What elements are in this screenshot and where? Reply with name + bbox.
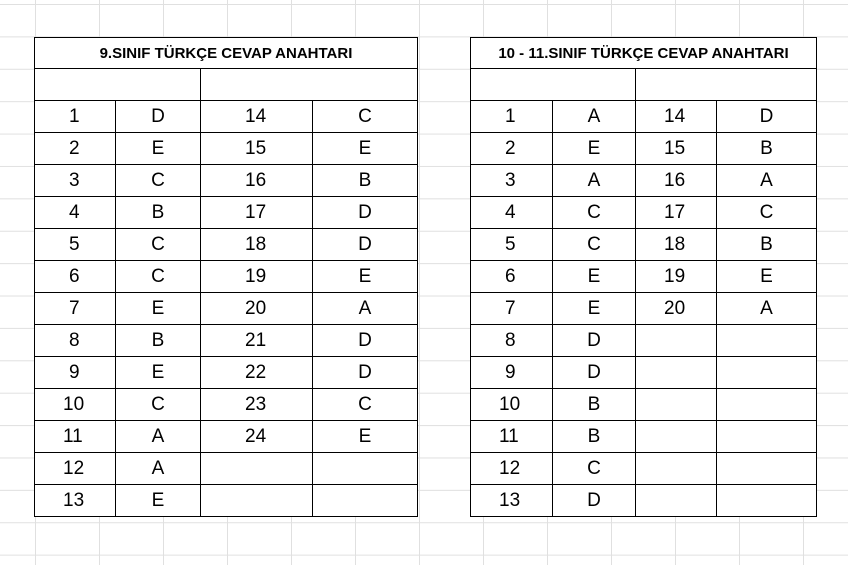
- answer-cell[interactable]: D: [313, 197, 418, 229]
- answer-cell[interactable]: [717, 421, 817, 453]
- answer-cell[interactable]: C: [116, 261, 201, 293]
- question-number-cell[interactable]: 19: [636, 261, 717, 293]
- answer-cell[interactable]: D: [553, 485, 636, 517]
- answer-cell[interactable]: D: [313, 229, 418, 261]
- answer-cell[interactable]: A: [717, 165, 817, 197]
- question-number-cell[interactable]: [636, 485, 717, 517]
- answer-cell[interactable]: [717, 485, 817, 517]
- answer-cell[interactable]: A: [717, 293, 817, 325]
- question-number-cell[interactable]: [636, 325, 717, 357]
- question-number-cell[interactable]: [636, 357, 717, 389]
- answer-cell[interactable]: C: [553, 229, 636, 261]
- table-row: [35, 293, 418, 325]
- answer-cell[interactable]: B: [553, 421, 636, 453]
- question-number-cell[interactable]: 10: [471, 389, 553, 421]
- answer-cell[interactable]: E: [313, 133, 418, 165]
- answer-cell[interactable]: [717, 357, 817, 389]
- question-number-cell[interactable]: [201, 485, 313, 517]
- question-number-cell[interactable]: 5: [471, 229, 553, 261]
- question-number-cell[interactable]: 21: [201, 325, 313, 357]
- blank-row: [35, 69, 418, 101]
- answer-cell[interactable]: E: [553, 133, 636, 165]
- table-title[interactable]: 9.SINIF TÜRKÇE CEVAP ANAHTARI: [35, 38, 418, 69]
- question-number-cell[interactable]: 24: [201, 421, 313, 453]
- question-number-cell[interactable]: 18: [636, 229, 717, 261]
- question-number-cell[interactable]: 19: [201, 261, 313, 293]
- table-row: [35, 325, 418, 357]
- answer-key-table-10-11: [470, 37, 817, 517]
- table-row: [35, 261, 418, 293]
- answer-cell[interactable]: E: [116, 485, 201, 517]
- question-number-cell[interactable]: 12: [471, 453, 553, 485]
- question-number-cell[interactable]: 3: [471, 165, 553, 197]
- question-number-cell[interactable]: [636, 421, 717, 453]
- blank-row: [471, 69, 817, 101]
- question-number-cell[interactable]: 12: [35, 453, 116, 485]
- answer-cell[interactable]: E: [553, 293, 636, 325]
- question-number-cell[interactable]: 16: [636, 165, 717, 197]
- table-row: [35, 229, 418, 261]
- blank-cell[interactable]: [201, 69, 418, 101]
- answer-cell[interactable]: E: [116, 293, 201, 325]
- question-number-cell[interactable]: 9: [35, 357, 116, 389]
- answer-cell[interactable]: C: [553, 453, 636, 485]
- table-row: [471, 357, 817, 389]
- question-number-cell[interactable]: 17: [636, 197, 717, 229]
- answer-cell[interactable]: B: [717, 229, 817, 261]
- answer-cell[interactable]: A: [553, 165, 636, 197]
- answer-cell[interactable]: C: [313, 101, 418, 133]
- question-number-cell[interactable]: 10: [35, 389, 116, 421]
- question-number-cell[interactable]: 17: [201, 197, 313, 229]
- table-title[interactable]: 10 - 11.SINIF TÜRKÇE CEVAP ANAHTARI: [471, 38, 817, 69]
- question-number-cell[interactable]: 22: [201, 357, 313, 389]
- question-number-cell[interactable]: 13: [471, 485, 553, 517]
- question-number-cell[interactable]: 4: [471, 197, 553, 229]
- answer-cell[interactable]: B: [116, 197, 201, 229]
- question-number-cell[interactable]: 18: [201, 229, 313, 261]
- table-row: [471, 133, 817, 165]
- question-number-cell[interactable]: [636, 389, 717, 421]
- table-row: [35, 357, 418, 389]
- answer-cell[interactable]: D: [116, 101, 201, 133]
- answer-cell[interactable]: E: [313, 421, 418, 453]
- answer-cell[interactable]: B: [717, 133, 817, 165]
- answer-cell[interactable]: C: [717, 197, 817, 229]
- answer-cell[interactable]: C: [116, 165, 201, 197]
- table-row: [35, 389, 418, 421]
- title-row: [35, 38, 418, 69]
- answer-cell[interactable]: D: [553, 325, 636, 357]
- question-number-cell[interactable]: 5: [35, 229, 116, 261]
- question-number-cell[interactable]: 15: [636, 133, 717, 165]
- question-number-cell[interactable]: 6: [35, 261, 116, 293]
- answer-cell[interactable]: [313, 453, 418, 485]
- question-number-cell[interactable]: 2: [471, 133, 553, 165]
- table-row: [35, 197, 418, 229]
- answer-cell[interactable]: [717, 389, 817, 421]
- title-row: [471, 38, 817, 69]
- answer-cell[interactable]: C: [116, 389, 201, 421]
- table-row: [35, 453, 418, 485]
- table-row: [471, 293, 817, 325]
- answer-cell[interactable]: D: [313, 357, 418, 389]
- table-row: [471, 197, 817, 229]
- question-number-cell[interactable]: 11: [35, 421, 116, 453]
- question-number-cell[interactable]: 3: [35, 165, 116, 197]
- table-row: [471, 453, 817, 485]
- answer-cell[interactable]: D: [553, 357, 636, 389]
- table-row: [35, 485, 418, 517]
- answer-cell[interactable]: A: [116, 453, 201, 485]
- table-row: [471, 229, 817, 261]
- table-row: [471, 325, 817, 357]
- question-number-cell[interactable]: 8: [35, 325, 116, 357]
- table-row: [35, 421, 418, 453]
- blank-cell[interactable]: [471, 69, 636, 101]
- question-number-cell[interactable]: 6: [471, 261, 553, 293]
- answer-cell[interactable]: D: [313, 325, 418, 357]
- answer-cell[interactable]: B: [116, 325, 201, 357]
- answer-cell[interactable]: C: [116, 229, 201, 261]
- answer-cell[interactable]: E: [553, 261, 636, 293]
- question-number-cell[interactable]: 7: [471, 293, 553, 325]
- question-number-cell[interactable]: 7: [35, 293, 116, 325]
- answer-cell[interactable]: E: [717, 261, 817, 293]
- question-number-cell[interactable]: 2: [35, 133, 116, 165]
- answer-cell[interactable]: E: [116, 133, 201, 165]
- blank-cell[interactable]: [636, 69, 817, 101]
- question-number-cell[interactable]: 1: [471, 101, 553, 133]
- answer-cell[interactable]: E: [313, 261, 418, 293]
- question-number-cell[interactable]: [201, 453, 313, 485]
- answer-cell[interactable]: D: [717, 101, 817, 133]
- question-number-cell[interactable]: 15: [201, 133, 313, 165]
- question-number-cell[interactable]: 4: [35, 197, 116, 229]
- answer-cell[interactable]: [717, 325, 817, 357]
- answer-cell[interactable]: E: [116, 357, 201, 389]
- table-row: [35, 165, 418, 197]
- answer-cell[interactable]: B: [313, 165, 418, 197]
- answer-key-table-9: [34, 37, 418, 517]
- question-number-cell[interactable]: 14: [636, 101, 717, 133]
- question-number-cell[interactable]: 11: [471, 421, 553, 453]
- answer-cell[interactable]: A: [313, 293, 418, 325]
- question-number-cell[interactable]: 23: [201, 389, 313, 421]
- table-row: [471, 389, 817, 421]
- answer-cell[interactable]: C: [313, 389, 418, 421]
- question-number-cell[interactable]: 1: [35, 101, 116, 133]
- answer-cell[interactable]: B: [553, 389, 636, 421]
- question-number-cell[interactable]: 13: [35, 485, 116, 517]
- question-number-cell[interactable]: 9: [471, 357, 553, 389]
- question-number-cell[interactable]: 14: [201, 101, 313, 133]
- answer-cell[interactable]: [717, 453, 817, 485]
- question-number-cell[interactable]: 8: [471, 325, 553, 357]
- table-row: [471, 261, 817, 293]
- table-row: [471, 165, 817, 197]
- question-number-cell[interactable]: 20: [201, 293, 313, 325]
- blank-cell[interactable]: [35, 69, 201, 101]
- answer-cell[interactable]: [313, 485, 418, 517]
- answer-cell[interactable]: A: [553, 101, 636, 133]
- answer-cell[interactable]: C: [553, 197, 636, 229]
- question-number-cell[interactable]: [636, 453, 717, 485]
- question-number-cell[interactable]: 16: [201, 165, 313, 197]
- table-row: [471, 101, 817, 133]
- question-number-cell[interactable]: 20: [636, 293, 717, 325]
- answer-cell[interactable]: A: [116, 421, 201, 453]
- table-row: [35, 133, 418, 165]
- table-row: [471, 485, 817, 517]
- table-row: [35, 101, 418, 133]
- table-row: [471, 421, 817, 453]
